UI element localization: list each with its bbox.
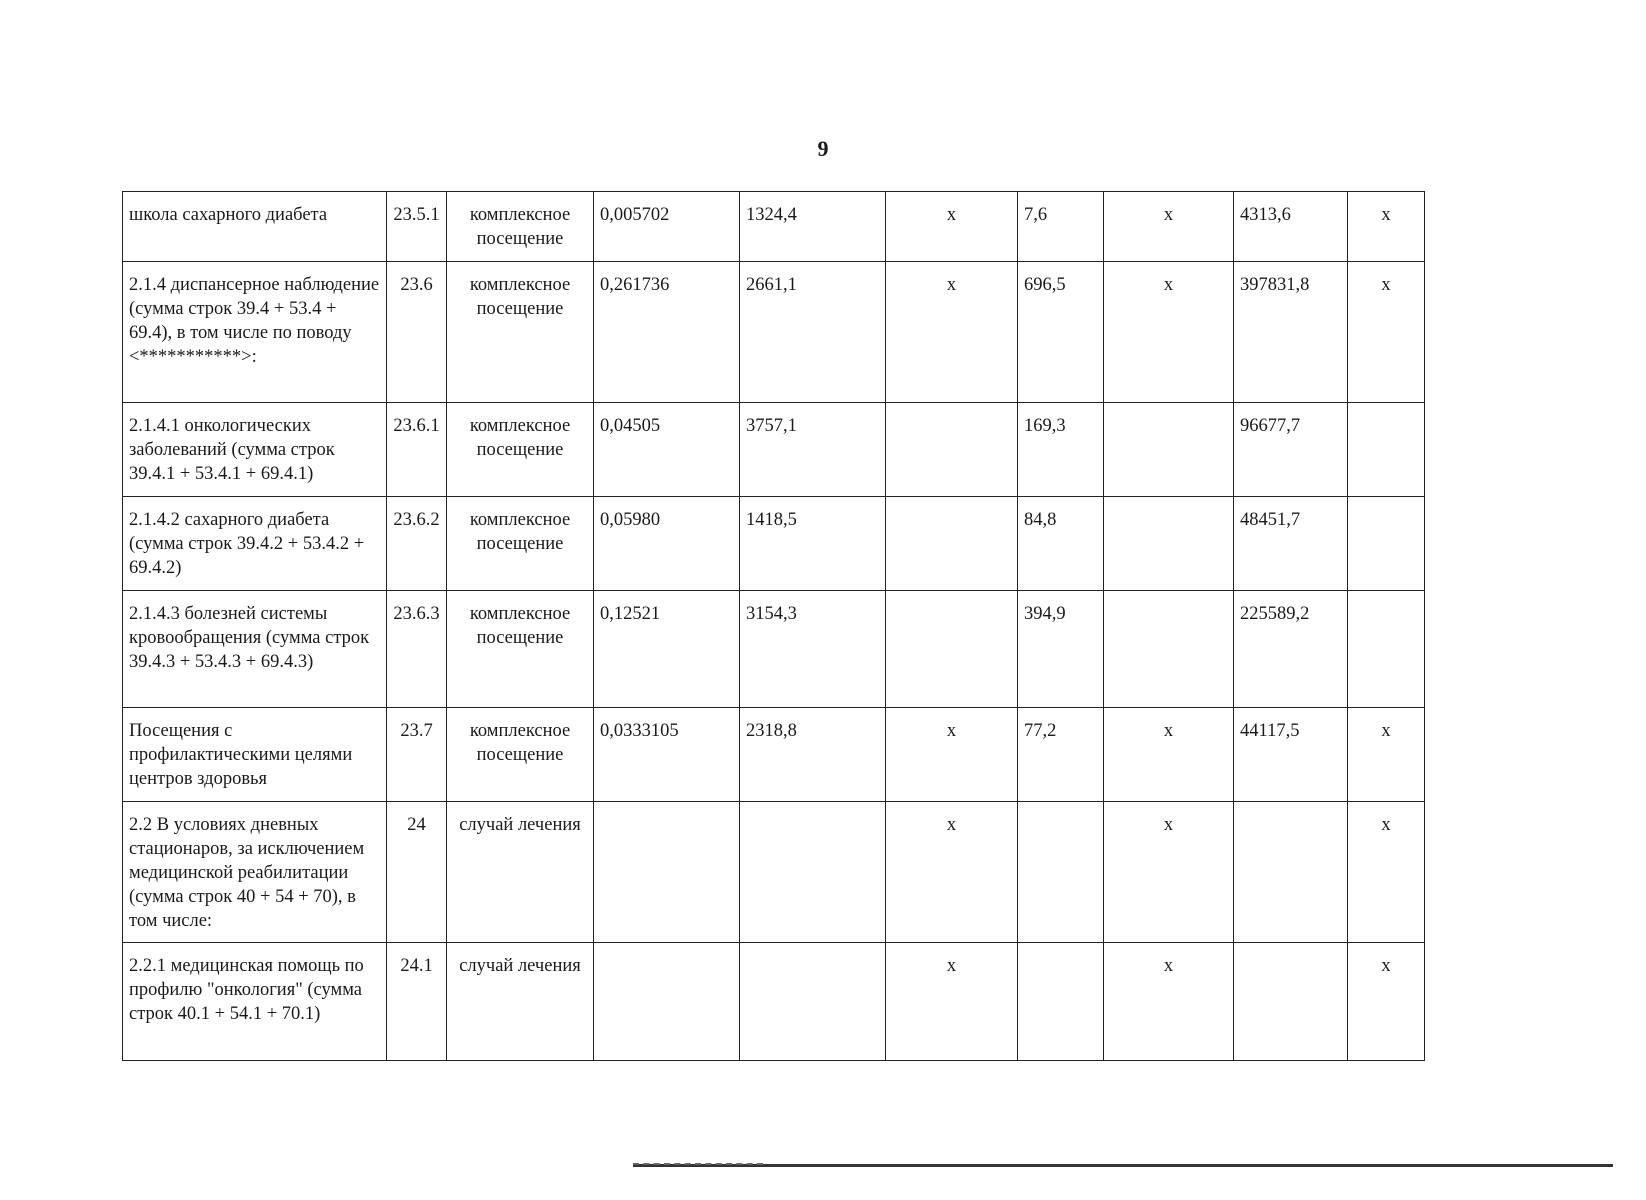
x-mark-cell (1104, 591, 1234, 708)
row-number-cell: 23.5.1 (387, 192, 447, 262)
x-mark-cell: х (1104, 262, 1234, 403)
x-mark-cell: х (1348, 943, 1425, 1061)
value-cell: 169,3 (1018, 403, 1104, 497)
row-number-cell: 24.1 (387, 943, 447, 1061)
norm-cell: 0,005702 (594, 192, 740, 262)
norm-cell: 0,05980 (594, 497, 740, 591)
cost-cell: 1418,5 (740, 497, 886, 591)
x-mark-cell: х (1348, 802, 1425, 943)
value-cell: 7,6 (1018, 192, 1104, 262)
row-number-cell: 23.6.3 (387, 591, 447, 708)
x-mark-cell (1348, 403, 1425, 497)
value-cell: 397831,8 (1234, 262, 1348, 403)
x-mark-cell: х (886, 262, 1018, 403)
value-cell: 4313,6 (1234, 192, 1348, 262)
norm-cell: 0,0333105 (594, 708, 740, 802)
bottom-rule (633, 1164, 1613, 1167)
table-row (123, 708, 1425, 802)
x-mark-cell: х (1348, 192, 1425, 262)
value-cell: 96677,7 (1234, 403, 1348, 497)
x-mark-cell (1104, 497, 1234, 591)
row-number-cell: 23.6.1 (387, 403, 447, 497)
x-mark-cell: х (886, 192, 1018, 262)
unit-cell: комплексное посещение (447, 497, 594, 591)
x-mark-cell: х (1104, 802, 1234, 943)
x-mark-cell: х (1104, 708, 1234, 802)
norm-cell (594, 802, 740, 943)
x-mark-cell (886, 591, 1018, 708)
value-cell: 394,9 (1018, 591, 1104, 708)
table-row (123, 802, 1425, 943)
row-number-cell: 23.6.2 (387, 497, 447, 591)
x-mark-cell (886, 497, 1018, 591)
table-row (123, 262, 1425, 403)
value-cell (1018, 943, 1104, 1061)
cost-cell (740, 943, 886, 1061)
value-cell: 48451,7 (1234, 497, 1348, 591)
x-mark-cell: х (1348, 262, 1425, 403)
page-number: 9 (817, 136, 829, 161)
x-mark-cell: х (1348, 708, 1425, 802)
cost-cell: 3154,3 (740, 591, 886, 708)
row-name-cell: 2.2 В условиях дневных стационаров, за исключением медицинской реабилитации (сумма строк 40 + 54 + 70), в том числе: (123, 802, 387, 943)
x-mark-cell (1348, 591, 1425, 708)
x-mark-cell: х (886, 708, 1018, 802)
row-name-cell: 2.1.4 диспансерное наблюдение (сумма строк 39.4 + 53.4 + 69.4), в том числе по поводу <***********>: (123, 262, 387, 403)
norm-cell: 0,04505 (594, 403, 740, 497)
row-name-cell: 2.1.4.3 болезней системы кровообращения (сумма строк 39.4.3 + 53.4.3 + 69.4.3) (123, 591, 387, 708)
value-cell: 696,5 (1018, 262, 1104, 403)
norm-cell: 0,12521 (594, 591, 740, 708)
x-mark-cell: х (1104, 192, 1234, 262)
value-cell: 77,2 (1018, 708, 1104, 802)
value-cell (1234, 802, 1348, 943)
value-cell: 44117,5 (1234, 708, 1348, 802)
norm-cell (594, 943, 740, 1061)
x-mark-cell: х (886, 802, 1018, 943)
table-row (123, 403, 1425, 497)
unit-cell: случай лечения (447, 802, 594, 943)
unit-cell: комплексное посещение (447, 591, 594, 708)
row-name-cell: школа сахарного диабета (123, 192, 387, 262)
norm-cell: 0,261736 (594, 262, 740, 403)
cost-cell: 3757,1 (740, 403, 886, 497)
unit-cell: комплексное посещение (447, 403, 594, 497)
value-cell (1234, 943, 1348, 1061)
row-name-cell: 2.2.1 медицинская помощь по профилю "онкология" (сумма строк 40.1 + 54.1 + 70.1) (123, 943, 387, 1061)
x-mark-cell: х (1104, 943, 1234, 1061)
cost-cell: 2661,1 (740, 262, 886, 403)
data-table (122, 191, 1425, 1061)
unit-cell: случай лечения (447, 943, 594, 1061)
cost-cell: 1324,4 (740, 192, 886, 262)
row-number-cell: 24 (387, 802, 447, 943)
row-number-cell: 23.6 (387, 262, 447, 403)
value-cell: 225589,2 (1234, 591, 1348, 708)
table-row (123, 192, 1425, 262)
table-row (123, 943, 1425, 1061)
table-row (123, 591, 1425, 708)
row-name-cell: 2.1.4.1 онкологических заболеваний (сумма строк 39.4.1 + 53.4.1 + 69.4.1) (123, 403, 387, 497)
cost-cell (740, 802, 886, 943)
unit-cell: комплексное посещение (447, 262, 594, 403)
row-name-cell: Посещения с профилактическими целями центров здоровья (123, 708, 387, 802)
table-row (123, 497, 1425, 591)
table-body (123, 192, 1425, 1061)
x-mark-cell (886, 403, 1018, 497)
x-mark-cell (1348, 497, 1425, 591)
x-mark-cell: х (886, 943, 1018, 1061)
unit-cell: комплексное посещение (447, 708, 594, 802)
value-cell (1018, 802, 1104, 943)
cost-cell: 2318,8 (740, 708, 886, 802)
value-cell: 84,8 (1018, 497, 1104, 591)
x-mark-cell (1104, 403, 1234, 497)
row-name-cell: 2.1.4.2 сахарного диабета (сумма строк 39.4.2 + 53.4.2 + 69.4.2) (123, 497, 387, 591)
unit-cell: комплексное посещение (447, 192, 594, 262)
row-number-cell: 23.7 (387, 708, 447, 802)
bottom-rule-dash (633, 1163, 763, 1165)
